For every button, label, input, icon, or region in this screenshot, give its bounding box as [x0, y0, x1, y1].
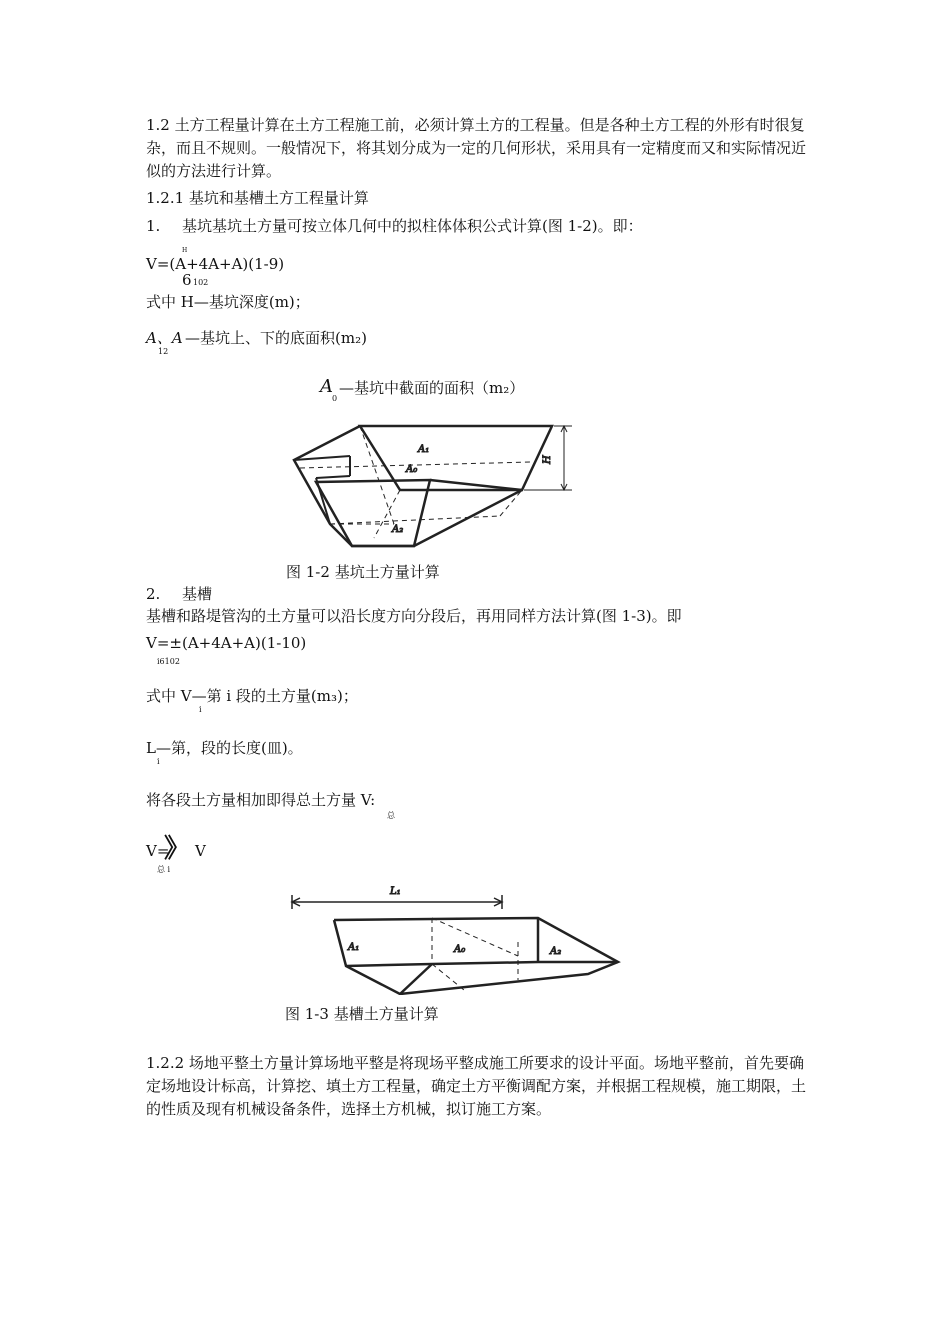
- definition-a12-subscript: 12: [158, 347, 169, 356]
- definition-a0-subscript: 0: [332, 394, 338, 403]
- definition-a12: —基坑上、下的底面积(m₂): [185, 329, 367, 347]
- intro-paragraph: 1.2 土方工程量计算在土方工程施工前，必须计算土方的工程量。但是各种土方工程的外形有时很复杂，而且不规则。一般情况下，将其划分成为一定的几何形状，采用具有一定精度而又和实际情况近似的方法进行计算。: [146, 116, 807, 180]
- figure13-label-a0: A₀: [454, 944, 466, 955]
- formula-1-9: V=(A+4A+A)(1-9): [146, 255, 285, 273]
- definition-h: 式中 H—基坑深度(m)；: [146, 293, 310, 311]
- figure13-label-a1: A₁: [348, 942, 360, 953]
- section-1-2-2-paragraph: 1.2.2 场地平整土方量计算场地平整是将现场平整成施工所要求的设计平面。场地平整前，首先要确定场地设计标高，计算挖、填土方工程量，确定土方平衡调配方案，并根据工程规模，施工期限，土的性质及现有机械设备条件，选择土方机械，拟订施工方案。: [146, 1054, 807, 1118]
- section-heading-1-2-1: 1.2.1 基坑和基槽土方工程量计算: [146, 189, 369, 207]
- definition-li-subscript: i: [157, 757, 160, 766]
- item2-text: 基槽和路堤管沟的土方量可以沿长度方向分段后，再用同样方法计算(图 1-3)。即: [146, 607, 682, 625]
- figure-1-2-diagram: [290, 418, 580, 558]
- figure-1-3-diagram: [288, 880, 628, 995]
- formula3-v: V=: [146, 842, 170, 860]
- definition-a0-letter: A: [320, 376, 333, 397]
- figure-1-2-caption: 图 1-2 基坑土方量计算: [286, 563, 440, 581]
- item2-title: 基槽: [182, 585, 213, 603]
- formula3-subscript: 总 i: [157, 865, 171, 874]
- figure12-label-a0: A₀: [406, 464, 418, 475]
- figure13-label-l1: L₁: [390, 886, 401, 897]
- figure12-label-a1: A₁: [418, 444, 430, 455]
- summation-symbol: 》: [164, 834, 191, 864]
- formula1-denominator: 6: [182, 271, 192, 289]
- definition-li: L—第，段的长度(皿)。: [146, 739, 303, 757]
- definition-a0: —基坑中截面的面积（m₂）: [339, 379, 525, 397]
- sum-subscript: 总: [387, 811, 395, 820]
- list-number-1: 1.: [146, 217, 161, 235]
- item1-text: 基坑基坑土方量可按立体几何中的拟柱体体积公式计算(图 1-2)。即：: [182, 217, 643, 235]
- formula3-v2: V: [195, 842, 206, 860]
- figure13-label-a2: A₂: [550, 946, 562, 957]
- formula-1-10: V=±(A+4A+A)(1-10): [146, 634, 307, 652]
- definition-vi: 式中 V—第 i 段的土方量(m₃)；: [146, 687, 358, 705]
- list-number-2: 2.: [146, 585, 161, 603]
- formula1-superscript: H: [182, 247, 188, 254]
- formula1-index: 102: [193, 278, 209, 287]
- definition-a12-letters: A、A: [146, 329, 183, 347]
- definition-vi-subscript: i: [199, 705, 202, 714]
- formula2-subscript: i6102: [157, 657, 180, 666]
- figure-1-3-caption: 图 1-3 基槽土方量计算: [285, 1005, 439, 1023]
- figure12-label-h: H: [542, 455, 553, 464]
- sum-text: 将各段土方量相加即得总土方量 V:: [146, 791, 376, 809]
- figure12-label-a2: A₂: [392, 524, 404, 535]
